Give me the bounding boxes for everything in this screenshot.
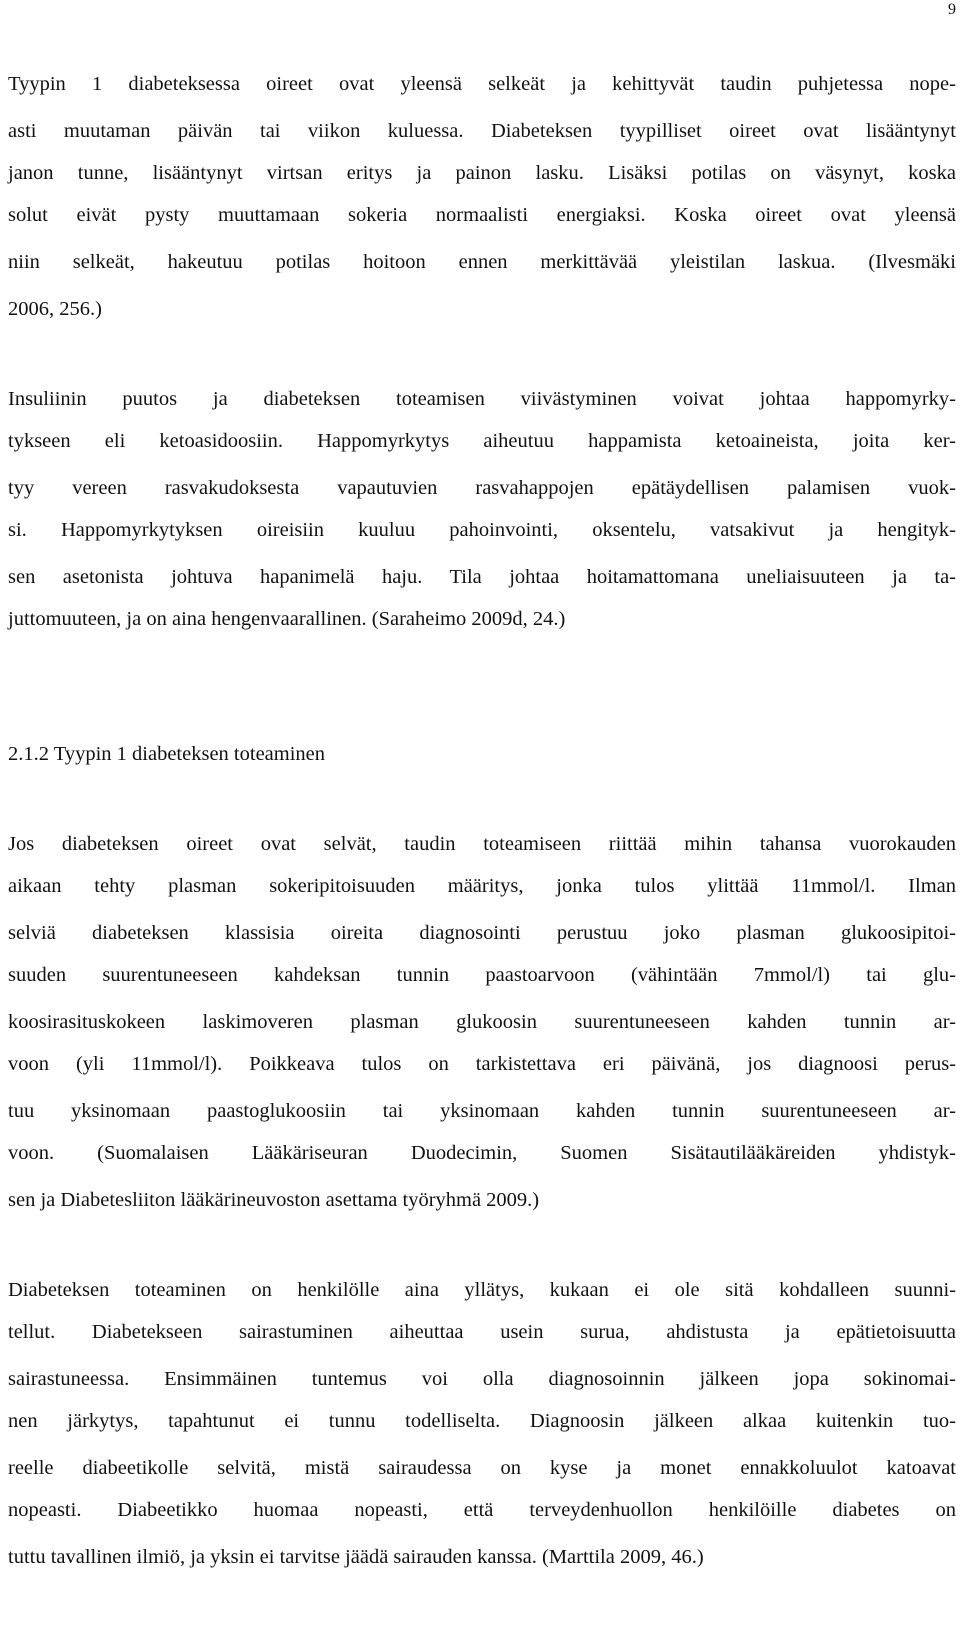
text-line: reelle diabeetikolle selvitä, mistä sairaudessa on kyse ja monet ennakkoluulot katoavat bbox=[8, 1457, 956, 1479]
text-line: tykseen eli ketoasidoosiin. Happomyrkytys aiheutuu happamista ketoaineista, joita ker- bbox=[8, 430, 956, 452]
text-line: koosirasituskokeen laskimoveren plasman glukoosin suurentuneeseen kahden tunnin ar- bbox=[8, 1011, 956, 1033]
text-line: tellut. Diabetekseen sairastuminen aiheuttaa usein surua, ahdistusta ja epätietoisuutta bbox=[8, 1321, 956, 1343]
text-line: asti muutaman päivän tai viikon kuluessa. Diabeteksen tyypilliset oireet ovat lisääntynyt bbox=[8, 120, 956, 142]
text-line: tuttu tavallinen ilmiö, ja yksin ei tarvitse jäädä sairauden kanssa. (Marttila 2009, 46.) bbox=[8, 1546, 704, 1568]
text-line: aikaan tehty plasman sokeripitoisuuden määritys, jonka tulos ylittää 11mmol/l. Ilman bbox=[8, 875, 956, 897]
text-line: janon tunne, lisääntynyt virtsan eritys ja painon lasku. Lisäksi potilas on väsynyt, koska bbox=[8, 162, 956, 184]
text-line: suuden suurentuneeseen kahdeksan tunnin paastoarvoon (vähintään 7mmol/l) tai glu- bbox=[8, 964, 956, 986]
text-line: voon. (Suomalaisen Lääkäriseuran Duodecimin, Suomen Sisätautilääkäreiden yhdistyk- bbox=[8, 1142, 956, 1164]
text-line: solut eivät pysty muuttamaan sokeria normaalisti energiaksi. Koska oireet ovat yleensä bbox=[8, 204, 956, 226]
text-line: selviä diabeteksen klassisia oireita diagnosointi perustuu joko plasman glukoosipitoi- bbox=[8, 922, 956, 944]
text-line: si. Happomyrkytyksen oireisiin kuuluu pahoinvointi, oksentelu, vatsakivut ja hengityk- bbox=[8, 519, 956, 541]
text-line: juttomuuteen, ja on aina hengenvaarallinen. (Saraheimo 2009d, 24.) bbox=[8, 608, 566, 630]
text-line: nen järkytys, tapahtunut ei tunnu todelliselta. Diagnoosin jälkeen alkaa kuitenkin tuo- bbox=[8, 1410, 956, 1432]
text-line: Diabeteksen toteaminen on henkilölle aina yllätys, kukaan ei ole sitä kohdalleen suunni- bbox=[8, 1279, 956, 1301]
text-line: sen asetonista johtuva hapanimelä haju. Tila johtaa hoitamattomana uneliaisuuteen ja ta- bbox=[8, 566, 956, 588]
text-line: tuu yksinomaan paastoglukoosiin tai yksinomaan kahden tunnin suurentuneeseen ar- bbox=[8, 1100, 956, 1122]
text-line: Tyypin 1 diabeteksessa oireet ovat yleensä selkeät ja kehittyvät taudin puhjetessa nope- bbox=[8, 73, 956, 95]
text-line: nopeasti. Diabeetikko huomaa nopeasti, että terveydenhuollon henkilöille diabetes on bbox=[8, 1499, 956, 1521]
page-number: 9 bbox=[948, 1, 956, 18]
text-line: niin selkeät, hakeutuu potilas hoitoon ennen merkittävää yleistilan laskua. (Ilvesmäki bbox=[8, 251, 956, 273]
text-line: Jos diabeteksen oireet ovat selvät, taudin toteamiseen riittää mihin tahansa vuorokauden bbox=[8, 833, 956, 855]
text-line: tyy vereen rasvakudoksesta vapautuvien rasvahappojen epätäydellisen palamisen vuok- bbox=[8, 477, 956, 499]
text-line: voon (yli 11mmol/l). Poikkeava tulos on tarkistettava eri päivänä, jos diagnoosi perus- bbox=[8, 1053, 956, 1075]
text-line: sen ja Diabetesliiton lääkärineuvoston asettama työryhmä 2009.) bbox=[8, 1189, 540, 1211]
text-line: Insuliinin puutos ja diabeteksen toteamisen viivästyminen voivat johtaa happomyrky- bbox=[8, 388, 956, 410]
text-line: 2006, 256.) bbox=[8, 298, 102, 320]
section-heading: 2.1.2 Tyypin 1 diabeteksen toteaminen bbox=[8, 743, 326, 765]
text-line: sairastuneessa. Ensimmäinen tuntemus voi olla diagnosoinnin jälkeen jopa sokinomai- bbox=[8, 1368, 956, 1390]
